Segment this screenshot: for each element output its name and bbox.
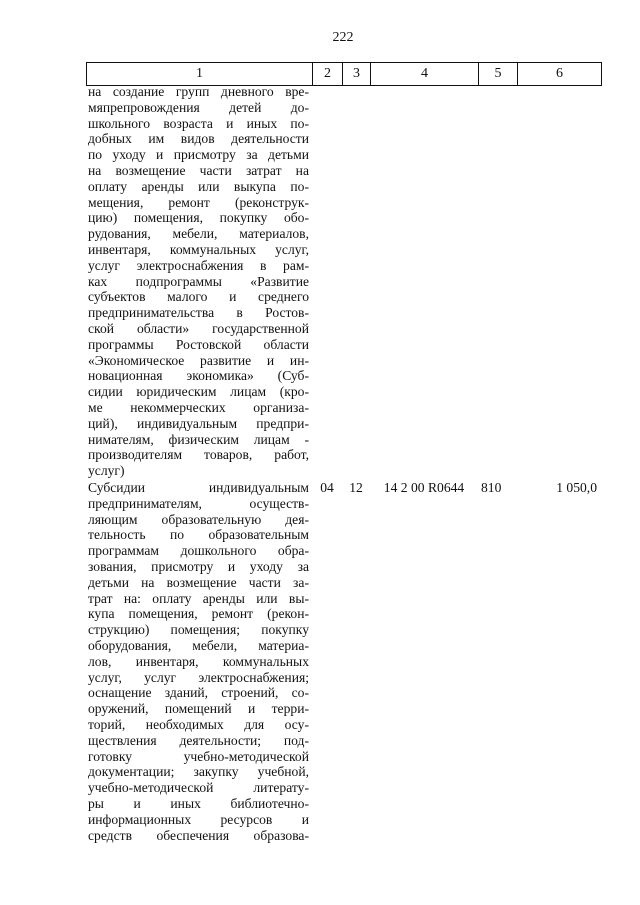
header-col-6: 6 — [518, 63, 602, 86]
text-line: оборудования, мебели, материа- — [88, 637, 309, 653]
text-line: ществления деятельности; под- — [88, 732, 309, 748]
header-col-1: 1 — [87, 63, 313, 86]
text-line: зования, присмотру и уходу за — [88, 558, 309, 574]
text-line: производителям товаров, работ, — [88, 447, 309, 463]
text-line: торий, необходимых для осу- — [88, 716, 309, 732]
header-col-4: 4 — [371, 63, 479, 86]
text-line: по уходу и присмотру за детьми — [88, 147, 309, 163]
text-line: инвентаря, коммунальных услуг, — [88, 241, 309, 257]
header-col-3: 3 — [343, 63, 371, 86]
text-line: услуг электроснабжения в рам- — [88, 257, 309, 273]
text-line: предпринимателям, осуществ- — [88, 495, 309, 511]
row-2-description — [88, 480, 309, 843]
row-2-section-code: 04 — [320, 480, 334, 495]
text-line: детьми на возмещение части за- — [88, 574, 309, 590]
row-2-expense-type: 810 — [481, 480, 502, 495]
text-line: услуг) — [88, 463, 125, 479]
text-line: программам дошкольного обра- — [88, 543, 309, 559]
text-line: услуг, услуг электроснабжения; — [88, 669, 309, 685]
text-line: ляющим образовательную дея- — [88, 511, 309, 527]
text-line: информационных ресурсов и — [88, 811, 309, 827]
text-line: трат на: оплату аренды или вы- — [88, 590, 309, 606]
text-line: цию) помещения, покупку обо- — [88, 210, 309, 226]
table-header — [86, 62, 602, 86]
text-line: струкцию) помещения; покупку — [88, 622, 309, 638]
row-2-subsection-code: 12 — [349, 480, 363, 495]
text-line: ций), индивидуальным предпри- — [88, 415, 309, 431]
text-line: ках подпрограммы «Развитие — [88, 273, 309, 289]
text-line: на возмещение части затрат на — [88, 162, 309, 178]
text-line: оружений, помещений и терри- — [88, 701, 309, 717]
text-line: новационная экономика» (Суб- — [88, 368, 309, 384]
header-col-2: 2 — [313, 63, 343, 86]
text-line: оснащение зданий, строений, со- — [88, 685, 309, 701]
row-1-description — [88, 84, 309, 479]
row-2-amount: 1 050,0 — [556, 480, 597, 495]
text-line: предпринимательства в Ростов- — [88, 305, 309, 321]
header-col-5: 5 — [479, 63, 518, 86]
text-line: сидии юридическим лицам (кро- — [88, 384, 309, 400]
text-line: ме некоммерческих организа- — [88, 399, 309, 415]
text-line: учебно-методической литерату- — [88, 780, 309, 796]
text-line: ры и иных библиотечно- — [88, 795, 309, 811]
row-2-target-article: 14 2 00 R0644 — [383, 480, 465, 495]
text-line: «Экономическое развитие и ин- — [88, 352, 309, 368]
text-line: ской области» государственной — [88, 320, 309, 336]
text-line: нимателям, физическим лицам - — [88, 431, 309, 447]
text-line: субъектов малого и среднего — [88, 289, 309, 305]
text-line: купа помещения, ремонт (рекон- — [88, 606, 309, 622]
text-line: Субсидии индивидуальным — [88, 480, 309, 495]
text-line: лов, инвентаря, коммунальных — [88, 653, 309, 669]
text-line: рудования, мебели, материалов, — [88, 226, 309, 242]
text-line: добных им видов деятельности — [88, 131, 309, 147]
text-line: готовку учебно-методической — [88, 748, 309, 764]
page-number: 222 — [332, 30, 354, 45]
text-line: мяпрепровождения детей до- — [88, 99, 309, 115]
text-line: тельность по образовательным — [88, 527, 309, 543]
header-row — [87, 63, 602, 86]
text-line: оплату аренды или выкупа по- — [88, 178, 309, 194]
text-line: документации; закупку учебной, — [88, 764, 309, 780]
text-line: средств обеспечения образова- — [88, 827, 309, 843]
text-line: мещения, ремонт (реконструк- — [88, 194, 309, 210]
text-line: программы Ростовской области — [88, 336, 309, 352]
text-line: школьного возраста и иных по- — [88, 115, 309, 131]
text-line: на создание групп дневного вре- — [88, 84, 309, 99]
